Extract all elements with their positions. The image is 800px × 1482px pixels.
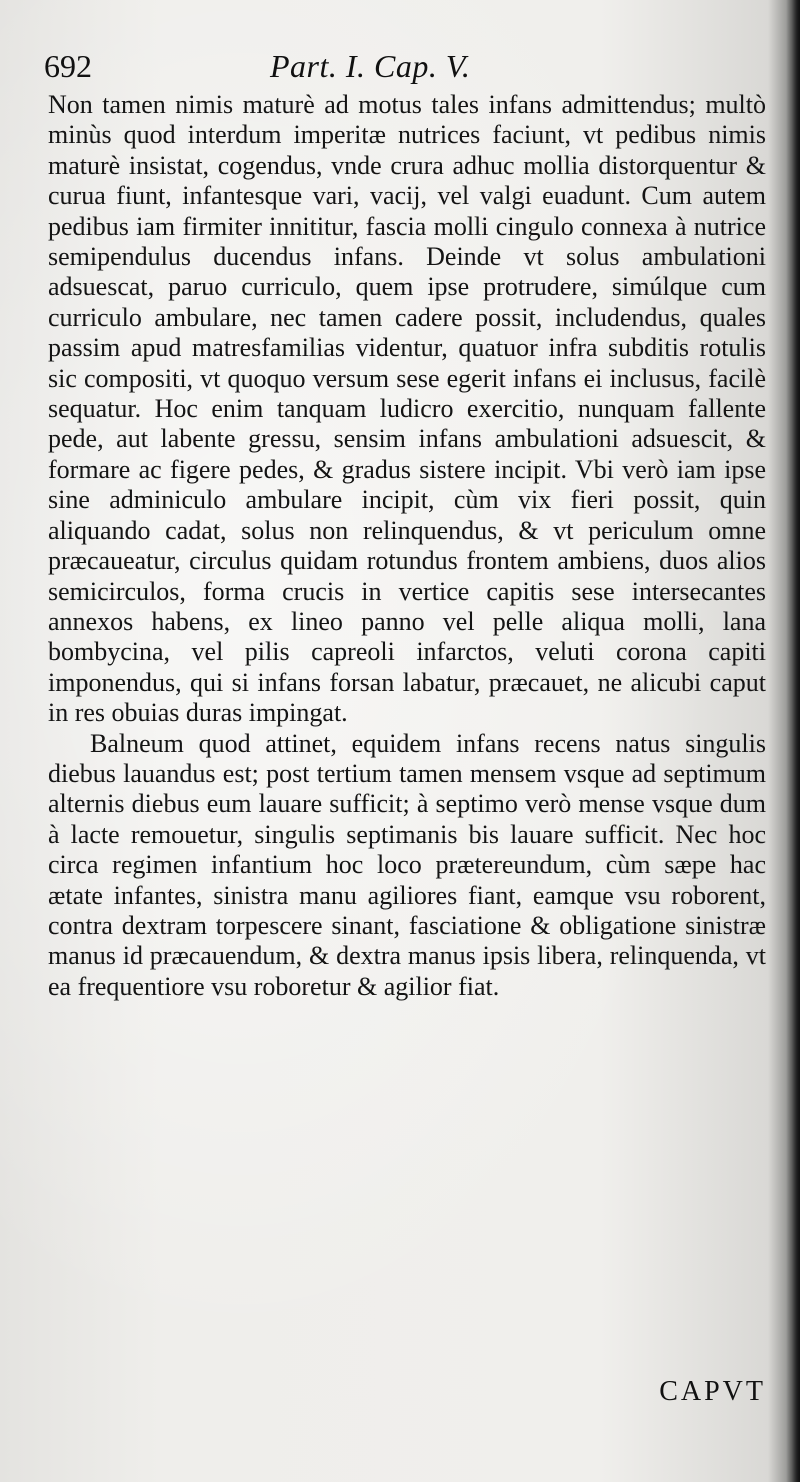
page-number: 692 [44,48,92,84]
page-edge-shadow [786,0,800,1482]
body-text [48,90,766,1002]
page-header [44,44,764,88]
catchword: CAPVT [659,1376,766,1407]
running-head: Part. I. Cap. V. [270,48,471,84]
paragraph-2: Balneum quod attinet, equidem infans recens natus singulis diebus lauandus est; post tertium tamen mensem vsque ad septimum alternis diebus eum lauare sufficit; à septimo verò mense vsque dum à lacte remouetur, singulis septimanis bis lauare sufficit. Nec hoc circa regimen infantium hoc loco prætereundum, cùm sæpe hac ætate infantes, sinistra manu agiliores fiant, eamque vsu roborent, contra dextram torpescere sinant, fasciatione & obligatione sinistræ manus id præcauendum, & dextra manus ipsis libera, relinquenda, vt ea frequentiore vsu roboretur & agilior fiat. [48,728,766,1001]
paragraph-1: Non tamen nimis maturè ad motus tales infans admittendus; multò minùs quod interdum imperitæ nutrices faciunt, vt pedibus nimis maturè insistat, cogendus, vnde crura adhuc mollia distorquentur & curua fiunt, infantesque vari, vacij, vel valgi euadunt. Cum autem pedibus iam firmiter innititur, fascia molli cingulo connexa à nutrice semipendulus ducendus infans. Deinde vt solus ambulationi adsuescat, paruo curriculo, quem ipse protrudere, simúlque cum curriculo ambulare, nec tamen cadere possit, includendus, quales passim apud matresfamilias videntur, quatuor infra subditis rotulis sic compositi, vt quoquo versum sese egerit infans ei inclusus, facilè sequatur. Hoc enim tanquam ludicro exercitio, nunquam fallente pede, aut labente gressu, sensim infans ambulationi adsuescit, & formare ac figere pedes, & gradus sistere incipit. Vbi verò iam ipse sine adminiculo ambulare incipit, cùm vix fieri possit, quin aliquando cadat, solus non relinquendus, & vt periculum omne præcaueatur, circulus quidam rotundus frontem ambiens, duos alios semicirculos, forma crucis in vertice capitis sese intersecantes annexos habens, ex lineo panno vel pelle aliqua molli, lana bombycina, vel pilis capreoli infarctos, veluti corona capiti imponendus, qui si infans forsan labatur, præcauet, ne alicubi caput in res obuias duras impingat. [48,90,766,728]
